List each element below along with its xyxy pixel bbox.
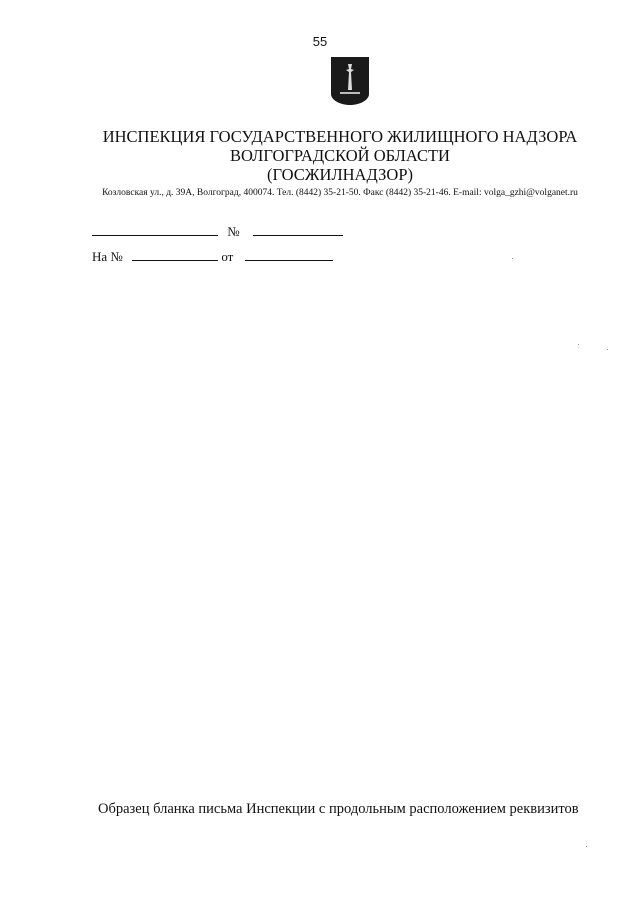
footer-caption: Образец бланка письма Инспекции с продольным расположением реквизитов xyxy=(98,801,579,817)
scan-speck xyxy=(578,344,579,345)
contact-address: Козловская ул., д. 39А, Волгоград, 400074. Тел. (8442) 35-21-50. Факс (8442) 35-21-46. E-mail: volga_gzhi@volganet.ru xyxy=(102,188,578,198)
number-blank-line xyxy=(253,223,343,236)
header-line-1: ИНСПЕКЦИЯ ГОСУДАРСТВЕННОГО ЖИЛИЩНОГО НАДЗОРА xyxy=(102,127,578,146)
emblem-base xyxy=(340,92,360,94)
scan-speck xyxy=(512,258,513,259)
reply-to-label: На № xyxy=(92,249,123,264)
reply-number-blank-line xyxy=(132,248,218,261)
page-number: 55 xyxy=(312,34,328,49)
reply-date-blank-line xyxy=(245,248,333,261)
scan-speck xyxy=(607,349,608,350)
date-blank-line xyxy=(92,223,218,236)
from-label: от xyxy=(221,249,234,264)
organization-header xyxy=(60,127,620,184)
scan-speck xyxy=(586,846,587,847)
outgoing-registration-row xyxy=(92,223,343,239)
header-line-3: (ГОСЖИЛНАДЗОР) xyxy=(267,165,413,184)
reply-registration-row xyxy=(92,248,333,264)
number-label: № xyxy=(227,224,240,239)
header-line-2: ВОЛГОГРАДСКОЙ ОБЛАСТИ xyxy=(230,146,450,165)
volgograd-coat-of-arms-icon xyxy=(330,56,370,106)
